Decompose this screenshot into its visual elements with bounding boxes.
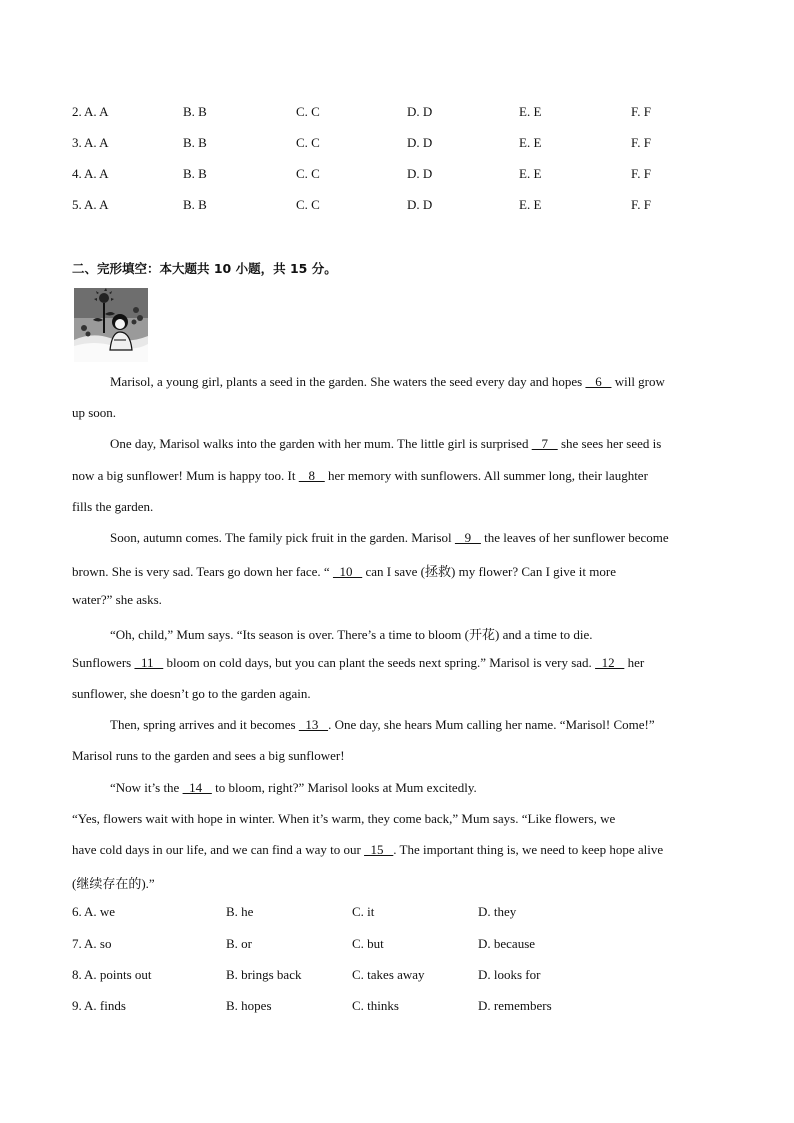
blank-12: 12 — [595, 655, 625, 670]
passage-line: One day, Marisol walks into the garden with her mum. The little girl is surprised 7 she sees her seed is — [110, 436, 662, 451]
question-number: 2. — [72, 104, 82, 119]
blank-7: 7 — [531, 436, 558, 451]
options-row-2 — [72, 104, 752, 122]
question-row-9 — [72, 998, 632, 1016]
blank-15: 15 — [364, 842, 394, 857]
question-number: 7. — [72, 936, 82, 951]
passage-line: Then, spring arrives and it becomes 13 . One day, she hears Mum calling her name. “Marisol! Come!” — [110, 717, 655, 732]
option-b: B. B — [183, 166, 207, 181]
options-row-3 — [72, 135, 752, 153]
option-b: B. hopes — [226, 998, 272, 1013]
question-number: 8. — [72, 967, 82, 982]
option-d: D. they — [478, 904, 517, 919]
passage-line: brown. She is very sad. Tears go down her face. “ 10 can I save (拯救) my flower? Can I give it more — [72, 564, 616, 579]
blank-6: 6 — [585, 374, 612, 389]
option-a: A. finds — [84, 998, 126, 1013]
option-b: B. B — [183, 197, 207, 212]
passage-line: Marisol runs to the garden and sees a big sunflower! — [72, 748, 345, 763]
option-b: B. B — [183, 104, 207, 119]
option-a: A. points out — [84, 967, 152, 982]
passage-line: “Now it’s the 14 to bloom, right?” Marisol looks at Mum excitedly. — [110, 780, 477, 795]
option-a: A. so — [84, 936, 112, 951]
passage-line: up soon. — [72, 405, 117, 420]
option-a: A. A — [84, 135, 109, 150]
option-d: D. D — [407, 104, 433, 119]
option-a: A. A — [84, 197, 109, 212]
option-d: D. because — [478, 936, 536, 951]
options-row-4 — [72, 166, 752, 184]
option-d: D. looks for — [478, 967, 541, 982]
blank-13: 13 — [298, 717, 329, 732]
girl-sunflower-illustration — [74, 288, 148, 362]
blank-11: 11 — [134, 655, 164, 670]
option-e: E. E — [519, 166, 542, 181]
question-row-8 — [72, 967, 632, 985]
option-e: E. E — [519, 104, 542, 119]
options-row-5 — [72, 197, 752, 215]
option-e: E. E — [519, 197, 542, 212]
passage-line: water?” she asks. — [72, 592, 162, 607]
option-b: B. or — [226, 936, 252, 951]
option-c: C. but — [352, 936, 384, 951]
blank-9: 9 — [454, 530, 481, 545]
section-title: 二、完形填空：本大题共 10 小题，共 15 分。 — [72, 261, 337, 276]
question-number: 6. — [72, 904, 82, 919]
option-c: C. takes away — [352, 967, 425, 982]
blank-8: 8 — [298, 468, 325, 483]
option-a: A. we — [84, 904, 116, 919]
blank-10: 10 — [332, 564, 363, 579]
question-row-6 — [72, 904, 632, 922]
option-f: F. F — [631, 104, 651, 119]
passage-line: Soon, autumn comes. The family pick fruit in the garden. Marisol 9 the leaves of her sunflower become — [110, 530, 669, 545]
option-c: C. C — [296, 104, 320, 119]
option-d: D. D — [407, 166, 433, 181]
passage-line: (继续存在的).” — [72, 876, 155, 891]
passage-line: Sunflowers 11 bloom on cold days, but you can plant the seeds next spring.” Marisol is very sad. 12 her — [72, 655, 645, 670]
blank-14: 14 — [182, 780, 212, 795]
option-c: C. thinks — [352, 998, 399, 1013]
question-number: 5. — [72, 197, 82, 212]
option-c: C. C — [296, 197, 320, 212]
option-c: C. it — [352, 904, 375, 919]
passage-line: have cold days in our life, and we can find a way to our 15 . The important thing is, we need to keep hope alive — [72, 842, 664, 857]
option-a: A. A — [84, 166, 109, 181]
option-d: D. D — [407, 197, 433, 212]
passage-line: “Oh, child,” Mum says. “Its season is over. There’s a time to bloom (开花) and a time to die. — [110, 627, 593, 642]
option-f: F. F — [631, 197, 651, 212]
option-c: C. C — [296, 135, 320, 150]
passage-line: fills the garden. — [72, 499, 154, 514]
question-number: 9. — [72, 998, 82, 1013]
option-d: D. D — [407, 135, 433, 150]
option-b: B. B — [183, 135, 207, 150]
option-e: E. E — [519, 135, 542, 150]
question-row-7 — [72, 936, 632, 954]
option-b: B. brings back — [226, 967, 302, 982]
passage-line: “Yes, flowers wait with hope in winter. When it’s warm, they come back,” Mum says. “Like flowers, we — [72, 811, 616, 826]
question-number: 3. — [72, 135, 82, 150]
option-f: F. F — [631, 166, 651, 181]
option-b: B. he — [226, 904, 254, 919]
question-number: 4. — [72, 166, 82, 181]
passage-line: Marisol, a young girl, plants a seed in the garden. She waters the seed every day and hopes 6 will grow — [110, 374, 665, 389]
passage-line: now a big sunflower! Mum is happy too. It 8 her memory with sunflowers. All summer long, their laughter — [72, 468, 648, 483]
passage-line: sunflower, she doesn’t go to the garden again. — [72, 686, 311, 701]
option-a: A. A — [84, 104, 109, 119]
option-d: D. remembers — [478, 998, 552, 1013]
option-c: C. C — [296, 166, 320, 181]
option-f: F. F — [631, 135, 651, 150]
